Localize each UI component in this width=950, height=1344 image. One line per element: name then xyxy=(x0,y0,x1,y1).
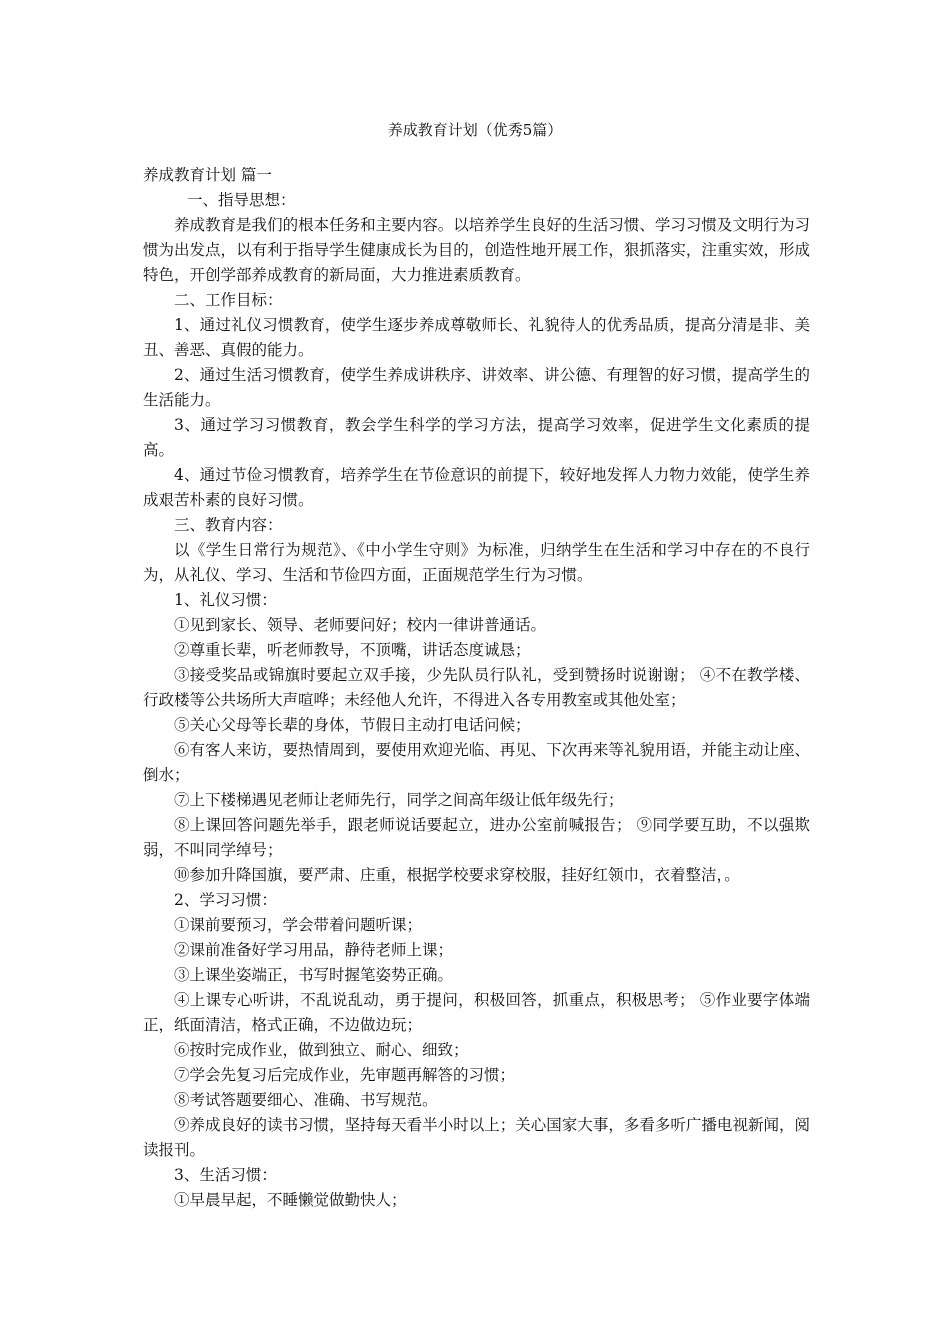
paragraph: ⑦学会先复习后完成作业，先审题再解答的习惯； xyxy=(174,1066,516,1084)
paragraph: ④上课专心听讲，不乱说乱动，勇于提问，积极回答，抓重点，积极思考； ⑤作业要字体端正，纸面清洁，格式正确，不边做边玩； xyxy=(143,991,810,1034)
paragraph: 2、学习习惯： xyxy=(174,891,277,909)
paragraph: ⑩参加升降国旗，要严肃、庄重，根据学校要求穿校服，挂好红领巾，衣着整洁，。 xyxy=(174,866,740,884)
paragraph: ②尊重长辈，听老师教导，不顶嘴，讲话态度诚恳； xyxy=(174,641,531,659)
paragraph: 2、通过生活习惯教育，使学生养成讲秩序、讲效率、讲公德、有理智的好习惯，提高学生的生活能力。 xyxy=(143,366,810,409)
paragraph: ⑧上课回答问题先举手，跟老师说话要起立，进办公室前喊报告； ⑨同学要互助，不以强欺弱，不叫同学绰号； xyxy=(143,816,810,859)
section-heading: 养成教育计划 篇一 xyxy=(143,166,272,184)
paragraph: ⑥按时完成作业，做到独立、耐心、细致； xyxy=(174,1041,469,1059)
paragraph: 1、通过礼仪习惯教育，使学生逐步养成尊敬师长、礼貌待人的优秀品质，提高分清是非、美丑、善恶、真假的能力。 xyxy=(143,316,810,359)
paragraph: ⑧考试答题要细心、准确、书写规范。 xyxy=(174,1091,438,1109)
paragraph-list xyxy=(143,188,810,1213)
paragraph: ②课前准备好学习用品，静待老师上课； xyxy=(174,941,454,959)
paragraph: ③接受奖品或锦旗时要起立双手接，少先队员行队礼，受到赞扬时说谢谢； ④不在教学楼、行政楼等公共场所大声喧哗；未经他人允许，不得进入各专用教室或其他处室； xyxy=(143,666,810,709)
paragraph: 1、礼仪习惯： xyxy=(174,591,277,609)
document-title: 养成教育计划（优秀5篇） xyxy=(387,121,563,139)
paragraph: 3、通过学习习惯教育，教会学生科学的学习方法，提高学习效率，促进学生文化素质的提高。 xyxy=(143,416,810,459)
paragraph: ①早晨早起，不睡懒觉做勤快人； xyxy=(174,1191,407,1209)
document-body xyxy=(143,163,810,1213)
paragraph: 养成教育是我们的根本任务和主要内容。以培养学生良好的生活习惯、学习习惯及文明行为习惯为出发点，以有利于指导学生健康成长为目的，创造性地开展工作，狠抓落实，注重实效，形成特色，开创学部养成教育的新局面，大力推进素质教育。 xyxy=(143,216,810,284)
paragraph: 一、指导思想： xyxy=(187,191,296,209)
paragraph: ①课前要预习，学会带着问题听课； xyxy=(174,916,423,934)
paragraph: 4、通过节俭习惯教育，培养学生在节俭意识的前提下，较好地发挥人力物力效能，使学生养成艰苦朴素的良好习惯。 xyxy=(143,466,810,509)
paragraph: ③上课坐姿端正，书写时握笔姿势正确。 xyxy=(174,966,454,984)
paragraph: ①见到家长、领导、老师要问好；校内一律讲普通话。 xyxy=(174,616,547,634)
paragraph: ⑤关心父母等长辈的身体，节假日主动打电话问候； xyxy=(174,716,531,734)
paragraph: 三、教育内容： xyxy=(174,516,283,534)
paragraph: 3、生活习惯： xyxy=(174,1166,277,1184)
paragraph: ⑦上下楼梯遇见老师让老师先行，同学之间高年级让低年级先行； xyxy=(174,791,624,809)
paragraph: 二、工作目标： xyxy=(174,291,283,309)
paragraph: ⑥有客人来访，要热情周到，要使用欢迎光临、再见、下次再来等礼貌用语，并能主动让座、倒水； xyxy=(143,741,810,784)
paragraph: 以《学生日常行为规范》、《中小学生守则》为标准，归纳学生在生活和学习中存在的不良行为，从礼仪、学习、生活和节俭四方面，正面规范学生行为习惯。 xyxy=(143,541,810,584)
paragraph: ⑨养成良好的读书习惯，坚持每天看半小时以上；关心国家大事，多看多听广播电视新闻，阅读报刊。 xyxy=(143,1116,810,1159)
